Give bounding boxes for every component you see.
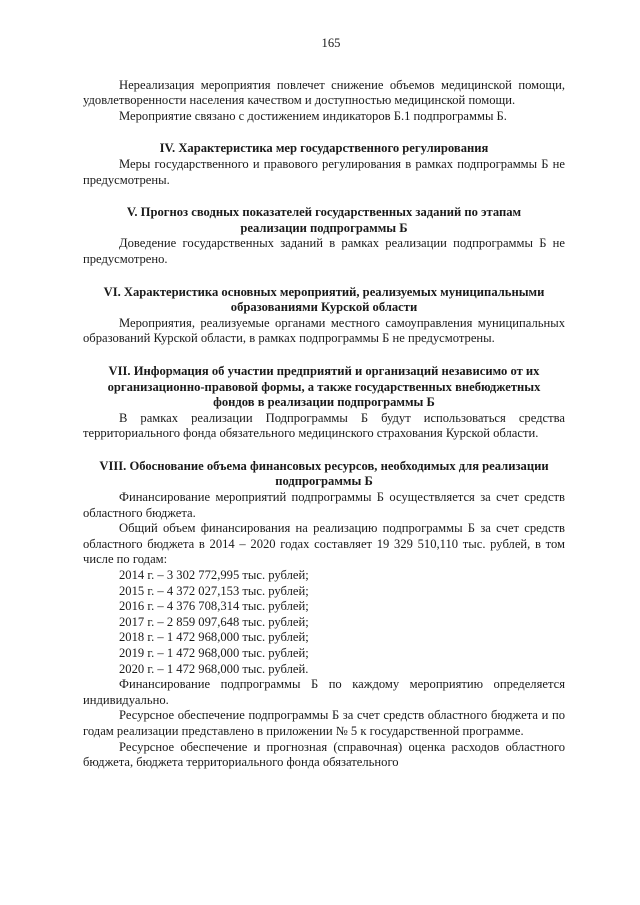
section-8-paragraph-3: Финансирование подпрограммы Б по каждому мероприятию определяется индивидуально. xyxy=(83,677,565,707)
funding-year-2018: 2018 г. – 1 472 968,000 тыс. рублей; xyxy=(119,630,309,645)
funding-year-2019: 2019 г. – 1 472 968,000 тыс. рублей; xyxy=(119,646,309,660)
funding-year-2015: 2015 г. – 4 372 027,153 тыс. рублей; xyxy=(119,583,309,598)
page-number: 165 xyxy=(321,36,341,50)
section-6-heading: VI. Характеристика основных мероприятий, реализуемых муниципальными образованиями Курской области xyxy=(103,284,545,315)
section-7-heading: VII. Информация об участии предприятий и организаций независимо от их организационно-правовой формы, а также государственных внебюджетных фондов в реализации подпрограммы Б xyxy=(107,363,541,410)
section-4-text: Меры государственного и правового регулирования в рамках подпрограммы Б не предусмотрены. xyxy=(83,156,565,187)
document-page xyxy=(83,36,565,771)
section-4-heading: IV. Характеристика мер государственного регулирования xyxy=(159,141,489,156)
funding-year-2014: 2014 г. – 3 302 772,995 тыс. рублей; xyxy=(119,568,309,583)
section-5-heading: V. Прогноз сводных показателей государственных заданий по этапам реализации подпрограммы Б xyxy=(126,205,522,235)
section-8-paragraph-5: Ресурсное обеспечение и прогнозная (справочная) оценка расходов областного бюджета, бюджета территориального фонда обязательного xyxy=(83,739,565,770)
intro-paragraph-2: Мероприятие связано с достижением индикаторов Б.1 подпрограммы Б. xyxy=(119,108,507,123)
funding-year-2017: 2017 г. – 2 859 097,648 тыс. рублей; xyxy=(119,614,309,629)
section-7-text: В рамках реализации Подпрограммы Б будут использоваться средства территориального фонда обязательного медицинского страхования Курской области. xyxy=(83,410,565,441)
section-8-paragraph-2: Общий объем финансирования на реализацию подпрограммы Б за счет средств областного бюджета в 2014 – 2020 годах составляет 19 329 510,110 тыс. рублей, в том числе по годам: xyxy=(83,521,565,567)
funding-year-2016: 2016 г. – 4 376 708,314 тыс. рублей; xyxy=(119,599,309,614)
intro-paragraph-1: Нереализация мероприятия повлечет снижение объемов медицинской помощи, удовлетворенности населения качеством и доступностью медицинской помощи. xyxy=(83,77,565,108)
funding-year-2020: 2020 г. – 1 472 968,000 тыс. рублей. xyxy=(119,661,309,676)
section-6-text: Мероприятия, реализуемые органами местного самоуправления муниципальных образований Курской области, в рамках подпрограммы Б не предусмотрены. xyxy=(83,315,565,346)
section-8-heading: VIII. Обоснование объема финансовых ресурсов, необходимых для реализации подпрограммы Б xyxy=(99,458,549,489)
section-8-paragraph-1: Финансирование мероприятий подпрограммы Б осуществляется за счет средств областного бюджета. xyxy=(83,490,565,520)
section-8-paragraph-4: Ресурсное обеспечение подпрограммы Б за счет средств областного бюджета и по годам реализации представлено в приложении № 5 к государственной программе. xyxy=(83,708,565,738)
section-5-text: Доведение государственных заданий в рамках реализации подпрограммы Б не предусмотрено. xyxy=(83,236,565,266)
funding-by-year-list xyxy=(83,568,565,677)
